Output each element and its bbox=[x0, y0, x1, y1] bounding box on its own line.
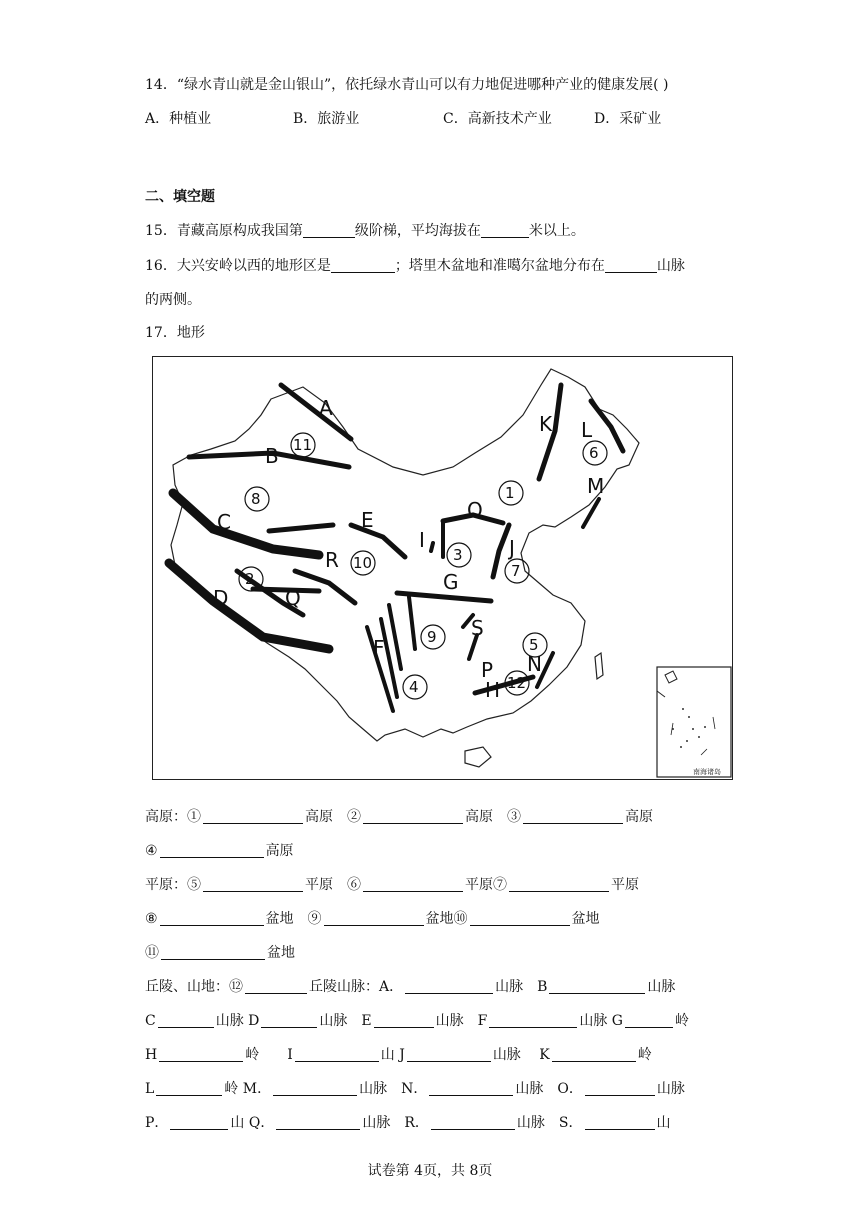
q16-text-a: 16．大兴安岭以西的地形区是 bbox=[145, 258, 331, 274]
blank[interactable] bbox=[585, 1115, 655, 1130]
label-e: E bbox=[361, 508, 374, 532]
q15-text-c: 米以上。 bbox=[528, 223, 585, 239]
blank[interactable] bbox=[156, 1081, 222, 1096]
label-h: H bbox=[485, 678, 501, 702]
fill-text: 高原 bbox=[265, 843, 294, 859]
range-f-4 bbox=[409, 597, 415, 649]
fill-text: 山脉 bbox=[656, 1081, 685, 1097]
fill-text: 山脉 B bbox=[495, 979, 548, 995]
num-2: 2 bbox=[245, 570, 255, 588]
fill-row-10 bbox=[145, 1112, 671, 1132]
fill-text: 山 Q． bbox=[230, 1115, 275, 1131]
blank[interactable] bbox=[489, 1013, 577, 1028]
fill-row-2 bbox=[145, 840, 294, 860]
q14-option-b[interactable]: B．旅游业 bbox=[293, 111, 360, 127]
range-r bbox=[295, 571, 355, 603]
fill-text: 平原：⑤ bbox=[145, 877, 201, 893]
range-e-west bbox=[269, 525, 333, 531]
label-b: B bbox=[265, 444, 279, 468]
blank[interactable] bbox=[405, 979, 493, 994]
label-j: J bbox=[509, 536, 515, 560]
label-l: L bbox=[581, 418, 593, 442]
range-a bbox=[281, 385, 351, 439]
fill-text: L bbox=[145, 1081, 155, 1097]
fill-row-4 bbox=[145, 908, 600, 928]
fill-text: 山脉 R． bbox=[362, 1115, 429, 1131]
blank[interactable] bbox=[363, 809, 463, 824]
label-g: G bbox=[443, 570, 459, 594]
page-footer: 试卷第 4页，共 8页 bbox=[367, 1163, 493, 1179]
label-m: M bbox=[587, 474, 605, 498]
fill-text: 岭 M． bbox=[224, 1081, 272, 1097]
fill-text: 岭 I bbox=[245, 1047, 293, 1063]
blank[interactable] bbox=[431, 1115, 515, 1130]
label-i: I bbox=[419, 528, 425, 552]
mountain-ranges bbox=[169, 385, 623, 711]
blank[interactable] bbox=[295, 1047, 379, 1062]
blank[interactable] bbox=[161, 945, 265, 960]
label-o: O bbox=[467, 498, 483, 522]
blank[interactable] bbox=[407, 1047, 491, 1062]
q16-blank-1[interactable] bbox=[331, 258, 395, 273]
fill-text: 岭 bbox=[675, 1013, 689, 1029]
range-j bbox=[493, 525, 509, 577]
num-7: 7 bbox=[511, 562, 521, 580]
blank[interactable] bbox=[160, 911, 264, 926]
fill-text: 盆地⑩ bbox=[425, 911, 468, 927]
num-9: 9 bbox=[427, 628, 437, 646]
fill-text: 山脉 K bbox=[492, 1047, 550, 1063]
fill-text: 山脉 D bbox=[215, 1013, 260, 1029]
label-d: D bbox=[213, 586, 229, 610]
section-heading: 二、填空题 bbox=[145, 189, 215, 205]
blank[interactable] bbox=[374, 1013, 434, 1028]
fill-text: 山脉 E bbox=[319, 1013, 372, 1029]
fill-text: 高原：① bbox=[145, 809, 201, 825]
label-r: R bbox=[325, 548, 339, 572]
fill-text: 山 bbox=[656, 1115, 671, 1131]
q15 bbox=[145, 220, 585, 240]
blank[interactable] bbox=[523, 809, 623, 824]
blank[interactable] bbox=[160, 843, 264, 858]
label-a: A bbox=[319, 396, 333, 420]
q15-blank-2[interactable] bbox=[481, 223, 529, 238]
blank[interactable] bbox=[261, 1013, 317, 1028]
hainan-outline bbox=[465, 747, 491, 767]
label-c: C bbox=[217, 510, 231, 534]
fill-text: P． bbox=[145, 1115, 169, 1131]
fill-text: 盆地 ⑨ bbox=[265, 911, 322, 927]
fill-text: 盆地 bbox=[267, 945, 295, 961]
num-12: 12 bbox=[507, 674, 527, 692]
label-p: P bbox=[481, 658, 494, 682]
fill-text: 山脉 N． bbox=[359, 1081, 428, 1097]
fill-row-7 bbox=[145, 1010, 689, 1030]
china-terrain-map bbox=[152, 356, 733, 780]
range-i bbox=[431, 543, 433, 551]
fill-text: 山脉 G bbox=[579, 1013, 623, 1029]
fill-text: 平原 ⑥ bbox=[305, 877, 361, 893]
fill-text: 山脉 F bbox=[435, 1013, 488, 1029]
q14-option-a[interactable]: A．种植业 bbox=[145, 111, 212, 127]
fill-text: 盆地 bbox=[571, 911, 600, 927]
num-6: 6 bbox=[589, 444, 599, 462]
inset-label: 南海诸岛 bbox=[693, 768, 721, 776]
blank[interactable] bbox=[625, 1013, 673, 1028]
fill-row-1 bbox=[145, 806, 653, 826]
fill-text: 山 J bbox=[380, 1047, 405, 1063]
blank[interactable] bbox=[549, 979, 645, 994]
fill-text: 平原 bbox=[611, 877, 639, 893]
blank[interactable] bbox=[203, 809, 303, 824]
fill-text: ⑧ bbox=[145, 911, 158, 927]
num-11: 11 bbox=[293, 436, 313, 454]
q16 bbox=[145, 255, 685, 275]
q15-text-b: 级阶梯，平均海拔在 bbox=[354, 223, 481, 239]
fill-text: 山脉 O． bbox=[515, 1081, 583, 1097]
blank[interactable] bbox=[470, 911, 570, 926]
label-q: Q bbox=[285, 586, 301, 610]
fill-text: 丘陵、山地：⑫ bbox=[145, 979, 243, 995]
q14-option-c[interactable]: C．高新技术产业 bbox=[443, 111, 552, 127]
q15-blank-1[interactable] bbox=[303, 223, 355, 238]
fill-text: 平原⑦ bbox=[465, 877, 507, 893]
blank[interactable] bbox=[509, 877, 609, 892]
q16-line2: 的两侧。 bbox=[145, 292, 201, 308]
label-s: S bbox=[471, 616, 484, 640]
fill-text: H bbox=[145, 1047, 158, 1063]
taiwan-outline bbox=[595, 653, 603, 679]
num-10: 10 bbox=[353, 554, 373, 572]
blank[interactable] bbox=[203, 877, 303, 892]
fill-row-5 bbox=[145, 942, 295, 962]
label-k: K bbox=[539, 412, 553, 436]
blank[interactable] bbox=[159, 1047, 243, 1062]
blank[interactable] bbox=[363, 877, 463, 892]
num-5: 5 bbox=[529, 636, 539, 654]
blank[interactable] bbox=[276, 1115, 360, 1130]
q15-text-a: 15．青藏高原构成我国第 bbox=[145, 223, 303, 239]
blank[interactable] bbox=[170, 1115, 228, 1130]
label-n: N bbox=[527, 652, 542, 676]
fill-row-8 bbox=[145, 1044, 652, 1064]
map-svg bbox=[153, 357, 732, 779]
fill-text: 高原 ③ bbox=[465, 809, 521, 825]
num-3: 3 bbox=[453, 546, 463, 564]
inset-box bbox=[657, 667, 731, 777]
blank[interactable] bbox=[273, 1081, 357, 1096]
fill-text: ④ bbox=[145, 843, 158, 859]
q17-title: 17．地形 bbox=[145, 325, 205, 341]
blank[interactable] bbox=[429, 1081, 513, 1096]
fill-text: C bbox=[145, 1013, 156, 1029]
q16-blank-2[interactable] bbox=[605, 258, 657, 273]
blank[interactable] bbox=[585, 1081, 655, 1096]
blank[interactable] bbox=[245, 979, 307, 994]
q14-option-d[interactable]: D．采矿业 bbox=[594, 111, 662, 127]
q14-stem: 14．“绿水青山就是金山银山”，依托绿水青山可以有力地促进哪种产业的健康发展( ) bbox=[145, 77, 669, 93]
fill-row-3 bbox=[145, 874, 639, 894]
num-8: 8 bbox=[251, 490, 261, 508]
fill-text: 丘陵山脉：A． bbox=[309, 979, 404, 995]
fill-row-9 bbox=[145, 1078, 685, 1098]
q16-text-c: 山脉 bbox=[656, 258, 685, 274]
blank[interactable] bbox=[552, 1047, 636, 1062]
fill-row-6 bbox=[145, 976, 675, 996]
num-1: 1 bbox=[505, 484, 515, 502]
num-4: 4 bbox=[409, 678, 419, 696]
blank[interactable] bbox=[324, 911, 424, 926]
fill-text: 岭 bbox=[637, 1047, 652, 1063]
fill-text: 山脉 S． bbox=[516, 1115, 583, 1131]
fill-text: 高原 bbox=[625, 809, 653, 825]
blank[interactable] bbox=[158, 1013, 214, 1028]
fill-text: 山脉 bbox=[647, 979, 676, 995]
fill-text: 高原 ② bbox=[305, 809, 361, 825]
fill-text: ⑪ bbox=[145, 945, 159, 961]
q16-text-b: ；塔里木盆地和准噶尔盆地分布在 bbox=[394, 258, 605, 274]
label-f: F bbox=[373, 636, 385, 660]
